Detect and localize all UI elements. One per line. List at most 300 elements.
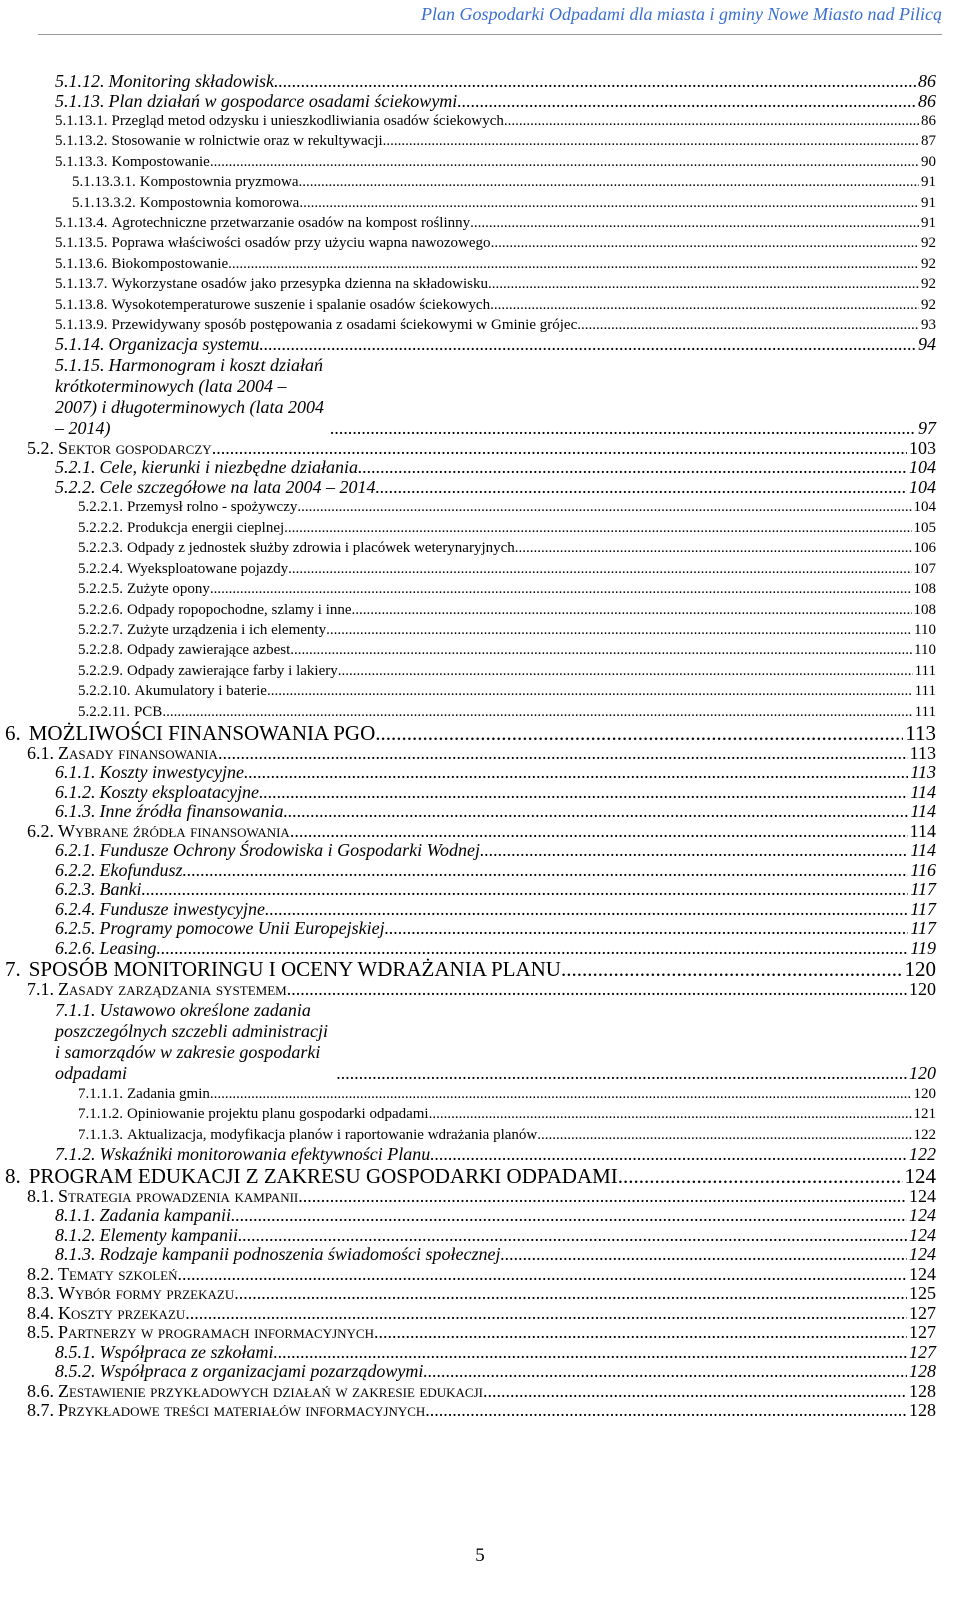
toc-entry-title: Produkcja energii cieplnej [127, 519, 285, 536]
dot-leader [490, 295, 919, 315]
toc-entry-title: Partnerzy w programach informacyjnych [58, 1322, 374, 1343]
toc-entry-page: 124 [909, 1244, 936, 1265]
toc-entry-text [55, 355, 330, 439]
toc-entry-title: Strategia prowadzenia kampanii [58, 1185, 299, 1206]
toc-entry-number: 5.1.13.9. [55, 317, 108, 334]
running-header: Plan Gospodarki Odpadami dla miasta i gminy Nowe Miasto nad Pilicą [421, 4, 942, 24]
toc-entry-title: Agrotechniczne przetwarzanie osadów na kompost roślinny [111, 215, 471, 232]
toc-entry-number: 5.2.2. [55, 476, 96, 497]
toc-entry[interactable] [55, 1000, 936, 1084]
dot-leader [491, 233, 919, 253]
dot-leader [298, 1187, 907, 1207]
dot-leader [488, 274, 919, 294]
toc-entry[interactable] [55, 1362, 936, 1382]
dot-leader [537, 1125, 911, 1145]
toc-entry-number: 5.2.2.8. [78, 642, 123, 659]
toc-entry-title: Kompostownia komorowa [139, 194, 300, 211]
toc-entry[interactable] [78, 661, 936, 681]
dot-leader [210, 1084, 912, 1104]
toc-entry-title: Inne źródła finansowania [99, 801, 284, 822]
toc-entry-number: 8.7. [27, 1400, 54, 1421]
toc-entry[interactable] [5, 1163, 936, 1188]
dot-leader [423, 1362, 907, 1382]
toc-entry-title: PCB [133, 703, 163, 720]
toc-entry-title: Plan działań w gospodarce osadami ściekowymi [108, 90, 458, 111]
toc-entry-page: 113 [905, 720, 936, 745]
dot-leader [385, 919, 909, 939]
toc-entry-page: 93 [921, 317, 936, 334]
toc-entry-title: Zużyte urządzenia i ich elementy [127, 621, 327, 638]
toc-entry[interactable] [78, 1104, 936, 1124]
dot-leader [157, 939, 909, 959]
toc-entry-page: 104 [909, 457, 936, 478]
toc-entry-number: 8.5.2. [55, 1361, 96, 1382]
toc-entry[interactable] [55, 841, 936, 861]
toc-entry-title: Przegląd metod odzysku i unieszkodliwiania osadów ściekowych [111, 113, 504, 129]
toc-entry-title: Współpraca ze szkołami [99, 1341, 274, 1362]
toc-entry-title: Zużyte opony [127, 581, 210, 598]
dot-leader [470, 213, 919, 233]
dot-leader [618, 1166, 903, 1187]
toc-entry-number: 6.2. [27, 820, 54, 841]
toc-entry-number: 7.1. [27, 979, 54, 1000]
toc-entry[interactable] [55, 233, 936, 253]
toc-entry-page: 90 [921, 153, 936, 170]
toc-entry[interactable] [5, 720, 936, 745]
toc-entry-page: 117 [910, 898, 936, 919]
toc-entry[interactable] [55, 939, 936, 959]
toc-entry-number: 5.2. [27, 437, 54, 458]
toc-entry[interactable] [78, 538, 936, 558]
toc-entry-title: Koszty eksploatacyjne [99, 781, 259, 802]
toc-entry[interactable] [55, 763, 936, 783]
toc-entry-title: Współpraca z organizacjami pozarządowymi [99, 1361, 424, 1382]
toc-entry-title: Rodzaje kampanii podnoszenia świadomości społecznej [99, 1244, 501, 1265]
dot-leader [231, 1206, 907, 1226]
toc-entry-page: 117 [910, 918, 936, 939]
toc-entry-page: 86 [918, 71, 936, 91]
dot-leader [352, 600, 912, 620]
toc-entry[interactable] [78, 640, 936, 660]
dot-leader [259, 335, 916, 355]
toc-entry-title: Zadania kampanii [99, 1205, 232, 1226]
toc-entry-page: 91 [921, 215, 936, 232]
toc-entry[interactable] [78, 1084, 936, 1104]
toc-entry-number: 5.1.14. [55, 334, 105, 355]
dot-leader [337, 1063, 907, 1084]
toc-entry[interactable] [27, 1323, 936, 1343]
toc-entry-title: Zestawienie przykładowych działań w zakresie edukacji [58, 1380, 483, 1401]
toc-entry[interactable] [78, 702, 936, 722]
toc-entry-title: Opiniowanie projektu planu gospodarki odpadami [127, 1106, 429, 1123]
toc-entry-page: 104 [909, 476, 936, 497]
toc-entry-number: 8. [5, 1163, 21, 1188]
toc-entry-number: 8.2. [27, 1263, 54, 1284]
toc-entry-number: 6.2.4. [55, 898, 96, 919]
toc-entry-title: Kompostownia pryzmowa [139, 174, 299, 191]
toc-entry-page: 122 [913, 1126, 936, 1143]
toc-entry-number: 5.1.13.3. [55, 153, 108, 170]
toc-entry[interactable] [55, 254, 936, 274]
toc-entry-number: 5.2.1. [55, 457, 96, 478]
toc-entry-page: 119 [910, 937, 936, 958]
toc-entry-title: Wykorzystane osadów jako przesypka dzienna na składowisku [111, 276, 488, 293]
toc-entry[interactable] [78, 579, 936, 599]
toc-entry[interactable] [27, 1187, 936, 1207]
toc-entry[interactable] [55, 1145, 936, 1165]
toc-entry-title: Ekofundusz [99, 859, 183, 880]
header-divider [38, 34, 942, 35]
toc-entry-page: 87 [921, 133, 936, 150]
toc-entry-page: 120 [909, 1062, 936, 1083]
toc-entry[interactable] [27, 822, 936, 842]
page-number: 5 [475, 1545, 485, 1566]
dot-leader [287, 980, 907, 1000]
toc-entry-title: Wskaźniki monitorowania efektywności Planu [99, 1144, 431, 1165]
toc-entry-title: Tematy szkoleń [58, 1263, 178, 1284]
dot-leader [483, 1382, 907, 1402]
toc-entry-page: 114 [910, 840, 936, 861]
dot-leader [228, 254, 919, 274]
toc-entry-number: 5.2.2.10. [78, 683, 131, 700]
toc-entry-page: 113 [910, 762, 936, 783]
toc-entry-number: 5.2.2.3. [78, 540, 123, 557]
toc-entry[interactable] [78, 518, 936, 538]
toc-entry[interactable] [72, 172, 936, 192]
toc-entry-page: 92 [921, 255, 936, 272]
toc-entry-page: 106 [913, 540, 936, 557]
toc-entry-number: 5.1.13. [55, 90, 105, 111]
toc-entry-title: Zasady zarządzania systemem [58, 979, 287, 1000]
toc-entry-page: 92 [921, 296, 936, 313]
toc-entry-page: 94 [918, 334, 936, 355]
toc-entry[interactable] [27, 1401, 936, 1421]
toc-entry-page: 124 [909, 1263, 936, 1284]
dot-leader [330, 418, 916, 439]
toc-entry-page: 111 [914, 683, 936, 700]
toc-entry[interactable] [78, 559, 936, 579]
toc-entry-title: Kompostowanie [111, 153, 210, 170]
toc-entry-page: 111 [914, 662, 936, 679]
toc-entry[interactable] [55, 72, 936, 92]
toc-entry-page: 108 [913, 601, 936, 618]
toc-entry-number: 5.2.2.2. [78, 519, 123, 536]
toc-entry[interactable] [55, 1245, 936, 1265]
toc-entry-page: 120 [913, 1085, 936, 1102]
toc-entry-page: 124 [909, 1185, 936, 1206]
toc-entry-number: 6.2.6. [55, 937, 96, 958]
toc-entry-page: 124 [909, 1224, 936, 1245]
toc-entry-page: 116 [910, 859, 936, 880]
dot-leader [234, 1284, 907, 1304]
toc-entry-title: Odpady zawierające farby i lakiery [127, 662, 338, 679]
toc-entry[interactable] [27, 1284, 936, 1304]
toc-entry-number: 8.1.3. [55, 1244, 96, 1265]
toc-entry[interactable] [55, 458, 936, 478]
toc-entry-page: 113 [909, 742, 936, 763]
toc-entry[interactable] [55, 274, 936, 294]
toc-entry[interactable] [5, 959, 936, 980]
toc-entry[interactable] [72, 193, 936, 213]
toc-entry-number: 8.5. [27, 1322, 54, 1343]
toc-entry-page: 127 [909, 1322, 936, 1343]
dot-leader [290, 640, 912, 660]
toc-entry-number: 5.1.13.8. [55, 296, 108, 313]
toc-entry[interactable] [78, 620, 936, 640]
toc-entry-number: 8.1.2. [55, 1224, 96, 1245]
toc-entry-number: 5.2.2.11. [78, 703, 130, 720]
toc-entry[interactable] [55, 152, 936, 172]
dot-leader [429, 1104, 912, 1124]
toc-entry-page: 127 [909, 1341, 936, 1362]
toc-entry-page: 111 [914, 703, 936, 720]
toc-entry-title: Aktualizacja, modyfikacja planów i raportowanie wdrażania planów [127, 1126, 538, 1143]
toc-entry-title: Zadania gmin [127, 1085, 210, 1102]
toc-entry-page: 124 [909, 1205, 936, 1226]
toc-entry-number: 8.1. [27, 1185, 54, 1206]
dot-leader [504, 111, 919, 131]
toc-entry-number: 5.2.2.5. [78, 581, 123, 598]
toc-entry-page: 110 [914, 621, 936, 638]
toc-entry-title: Harmonogram i koszt działań krótkoterminowych (lata 2004 – 2007) i długoterminowych (lata 2004 – 2014) [55, 354, 324, 438]
toc-entry-page: 92 [921, 276, 936, 293]
dot-leader [561, 959, 903, 980]
toc-entry-page: 127 [909, 1302, 936, 1323]
toc-entry-page: 97 [918, 417, 936, 438]
toc-entry-text [55, 1000, 337, 1084]
toc-entry-page: 114 [909, 820, 936, 841]
toc-entry-page: 103 [909, 437, 936, 458]
toc-entry-page: 128 [909, 1400, 936, 1421]
toc-entry-number: 6.2.3. [55, 879, 96, 900]
toc-entry-number: 6.1.3. [55, 801, 96, 822]
toc-entry-number: 7.1.1.3. [78, 1126, 123, 1143]
dot-leader [430, 1145, 907, 1165]
toc-entry[interactable] [55, 295, 936, 315]
toc-entry-page: 110 [914, 642, 936, 659]
toc-entry-number: 5.1.13.4. [55, 215, 108, 232]
toc-entry-page: 114 [910, 781, 936, 802]
toc-entry[interactable] [27, 1265, 936, 1285]
toc-entry-page: 117 [910, 879, 936, 900]
toc-entry[interactable] [55, 131, 936, 151]
toc-entry-title: Fundusze Ochrony Środowiska i Gospodarki Wodnej [99, 840, 480, 861]
toc-entry-title: Wybór formy przekazu [58, 1283, 235, 1304]
dot-leader [238, 1226, 907, 1246]
toc-entry-title: Banki [99, 879, 142, 900]
dot-leader [259, 783, 908, 803]
toc-entry-number: 5.1.13.1. [55, 113, 108, 129]
toc-entry-title: Odpady zawierające azbest [127, 642, 291, 659]
dot-leader [210, 152, 919, 172]
toc-entry-title: Przykładowe treści materiałów informacyjnych [58, 1400, 426, 1421]
dot-leader [298, 172, 919, 192]
toc-entry-title: Zasady finansowania [58, 742, 218, 763]
toc-entry-page: 120 [909, 979, 936, 1000]
dot-leader [383, 131, 919, 151]
toc-entry[interactable] [55, 783, 936, 803]
toc-entry[interactable] [27, 980, 936, 1000]
toc-entry-page: 124 [904, 1163, 936, 1188]
toc-entry[interactable] [78, 1125, 936, 1145]
toc-entry-number: 7. [5, 957, 21, 982]
toc-entry-number: 5.1.13.5. [55, 235, 108, 252]
dot-leader [284, 518, 911, 538]
dot-leader [162, 702, 912, 722]
dot-leader [142, 880, 909, 900]
toc-entry-number: 8.4. [27, 1302, 54, 1323]
dot-leader [178, 1265, 908, 1285]
toc-entry[interactable] [55, 213, 936, 233]
dot-leader [326, 620, 912, 640]
dot-leader [267, 681, 913, 701]
dot-leader [375, 723, 903, 744]
dot-leader [274, 1343, 908, 1363]
toc-entry[interactable] [55, 335, 936, 355]
toc-entry-page: 86 [918, 90, 936, 111]
dot-leader [212, 439, 907, 459]
toc-entry[interactable] [27, 439, 936, 459]
toc-entry-title: Wybrane źródła finansowania [58, 820, 290, 841]
dot-leader [218, 744, 908, 764]
toc-entry-title: Elementy kampanii [99, 1224, 238, 1245]
toc-entry-title: Programy pomocowe Unii Europejskiej [99, 918, 385, 939]
dot-leader [274, 72, 916, 92]
toc-entry-number: 8.5.1. [55, 1341, 96, 1362]
dot-leader [185, 1304, 907, 1324]
toc-entry-title: SPOSÓB MONITORINGU I OCENY WDRAŻANIA PLANU [28, 957, 561, 982]
toc-entry-page: 91 [921, 194, 936, 211]
toc-entry[interactable] [55, 355, 936, 439]
toc-entry-number: 5.2.2.9. [78, 662, 123, 679]
toc-entry-page: 128 [909, 1380, 936, 1401]
toc-entry-page: 125 [909, 1283, 936, 1304]
toc-entry-number: 6.2.1. [55, 840, 96, 861]
toc-entry-title: Akumulatory i baterie [134, 683, 267, 700]
toc-entry-number: 5.2.2.6. [78, 601, 123, 618]
table-of-contents [0, 72, 960, 1421]
toc-entry-number: 6. [5, 720, 21, 745]
toc-entry-title: Leasing [99, 937, 157, 958]
toc-entry-number: 5.1.13.3.1. [72, 174, 136, 191]
toc-entry[interactable] [27, 1304, 936, 1324]
dot-leader [265, 900, 908, 920]
toc-entry-title: Przemysł rolno - spożywczy [127, 499, 298, 516]
toc-entry-page: 114 [910, 801, 936, 822]
dot-leader [375, 478, 907, 498]
dot-leader [358, 458, 907, 478]
toc-entry-number: 6.2.5. [55, 918, 96, 939]
toc-entry[interactable] [78, 600, 936, 620]
toc-entry-page: 104 [913, 499, 936, 516]
toc-entry[interactable] [55, 92, 936, 112]
toc-entry-title: MOŻLIWOŚCI FINANSOWANIA PGO [28, 720, 376, 745]
toc-entry-title: Poprawa właściwości osadów przy użyciu wapna nawozowego [111, 235, 491, 252]
dot-leader [338, 661, 913, 681]
dot-leader [284, 802, 909, 822]
toc-entry[interactable] [55, 315, 936, 335]
toc-entry-title: PROGRAM EDUKACJI Z ZAKRESU GOSPODARKI ODPADAMI [28, 1163, 618, 1188]
toc-entry-page: 105 [913, 519, 936, 536]
toc-entry-title: Monitoring składowisk [108, 71, 274, 91]
toc-entry-number: 7.1.1. [55, 999, 96, 1020]
dot-leader [374, 1323, 907, 1343]
toc-entry-title: Przewidywany sposób postępowania z osadami ściekowymi w Gminie grójec [111, 317, 578, 334]
dot-leader [515, 538, 912, 558]
toc-entry-number: 7.1.1.1. [78, 1085, 123, 1102]
dot-leader [183, 861, 909, 881]
toc-entry[interactable] [78, 681, 936, 701]
toc-entry-title: Odpady ropopochodne, szlamy i inne [127, 601, 352, 618]
toc-entry-page: 128 [909, 1361, 936, 1382]
toc-entry[interactable] [55, 1226, 936, 1246]
toc-entry-title: Stosowanie w rolnictwie oraz w rekultywacji [111, 133, 383, 150]
dot-leader [244, 763, 908, 783]
toc-entry-title: Cele szczegółowe na lata 2004 – 2014 [99, 476, 376, 497]
toc-entry[interactable] [78, 497, 936, 517]
toc-entry-number: 5.1.12. [55, 71, 105, 91]
toc-entry-number: 8.3. [27, 1283, 54, 1304]
toc-entry-title: Wyeksploatowane pojazdy [127, 560, 289, 577]
toc-entry-number: 6.1.2. [55, 781, 96, 802]
dot-leader [299, 193, 919, 213]
toc-entry-title: Koszty inwestycyjne [99, 762, 244, 783]
dot-leader [425, 1401, 907, 1421]
toc-entry-page: 92 [921, 235, 936, 252]
toc-entry[interactable] [55, 111, 936, 131]
toc-entry[interactable] [55, 478, 936, 498]
toc-entry-number: 5.2.2.1. [78, 499, 123, 516]
toc-entry-number: 7.1.1.2. [78, 1106, 123, 1123]
toc-entry-number: 5.1.15. [55, 354, 105, 375]
dot-leader [457, 92, 916, 112]
toc-entry-title: Wysokotemperaturowe suszenie i spalanie osadów ściekowych [111, 296, 491, 313]
toc-entry-number: 6.2.2. [55, 859, 96, 880]
toc-entry[interactable] [55, 861, 936, 881]
toc-entry-page: 122 [909, 1144, 936, 1165]
toc-entry-page: 86 [921, 113, 936, 129]
toc-entry-number: 8.1.1. [55, 1205, 96, 1226]
toc-entry-title: Biokompostowanie [111, 255, 229, 272]
toc-entry[interactable] [55, 880, 936, 900]
dot-leader [288, 559, 911, 579]
toc-entry[interactable] [55, 802, 936, 822]
toc-entry-page: 91 [921, 174, 936, 191]
toc-entry[interactable] [55, 919, 936, 939]
toc-entry-number: 6.1. [27, 742, 54, 763]
dot-leader [210, 579, 912, 599]
toc-entry-number: 5.1.13.7. [55, 276, 108, 293]
toc-entry[interactable] [55, 1206, 936, 1226]
dot-leader [297, 497, 911, 517]
toc-entry[interactable] [55, 900, 936, 920]
toc-entry-number: 5.2.2.4. [78, 560, 123, 577]
toc-entry[interactable] [27, 1382, 936, 1402]
toc-entry-title: Ustawowo określone zadania poszczególnych szczebli administracji i samorządów w zakresie gospodarki odpadami [55, 999, 328, 1083]
toc-entry-number: 5.1.13.2. [55, 133, 108, 150]
toc-entry-title: Cele, kierunki i niezbędne działania [99, 457, 358, 478]
dot-leader [480, 841, 908, 861]
dot-leader [290, 822, 908, 842]
toc-entry-page: 107 [913, 560, 936, 577]
toc-entry[interactable] [55, 1343, 936, 1363]
toc-entry[interactable] [27, 744, 936, 764]
toc-entry-title: Sektor gospodarczy [58, 437, 212, 458]
toc-entry-number: 5.1.13.3.2. [72, 194, 136, 211]
toc-entry-page: 120 [904, 957, 936, 982]
toc-entry-title: Organizacja systemu [108, 334, 260, 355]
toc-entry-page: 121 [913, 1106, 936, 1123]
